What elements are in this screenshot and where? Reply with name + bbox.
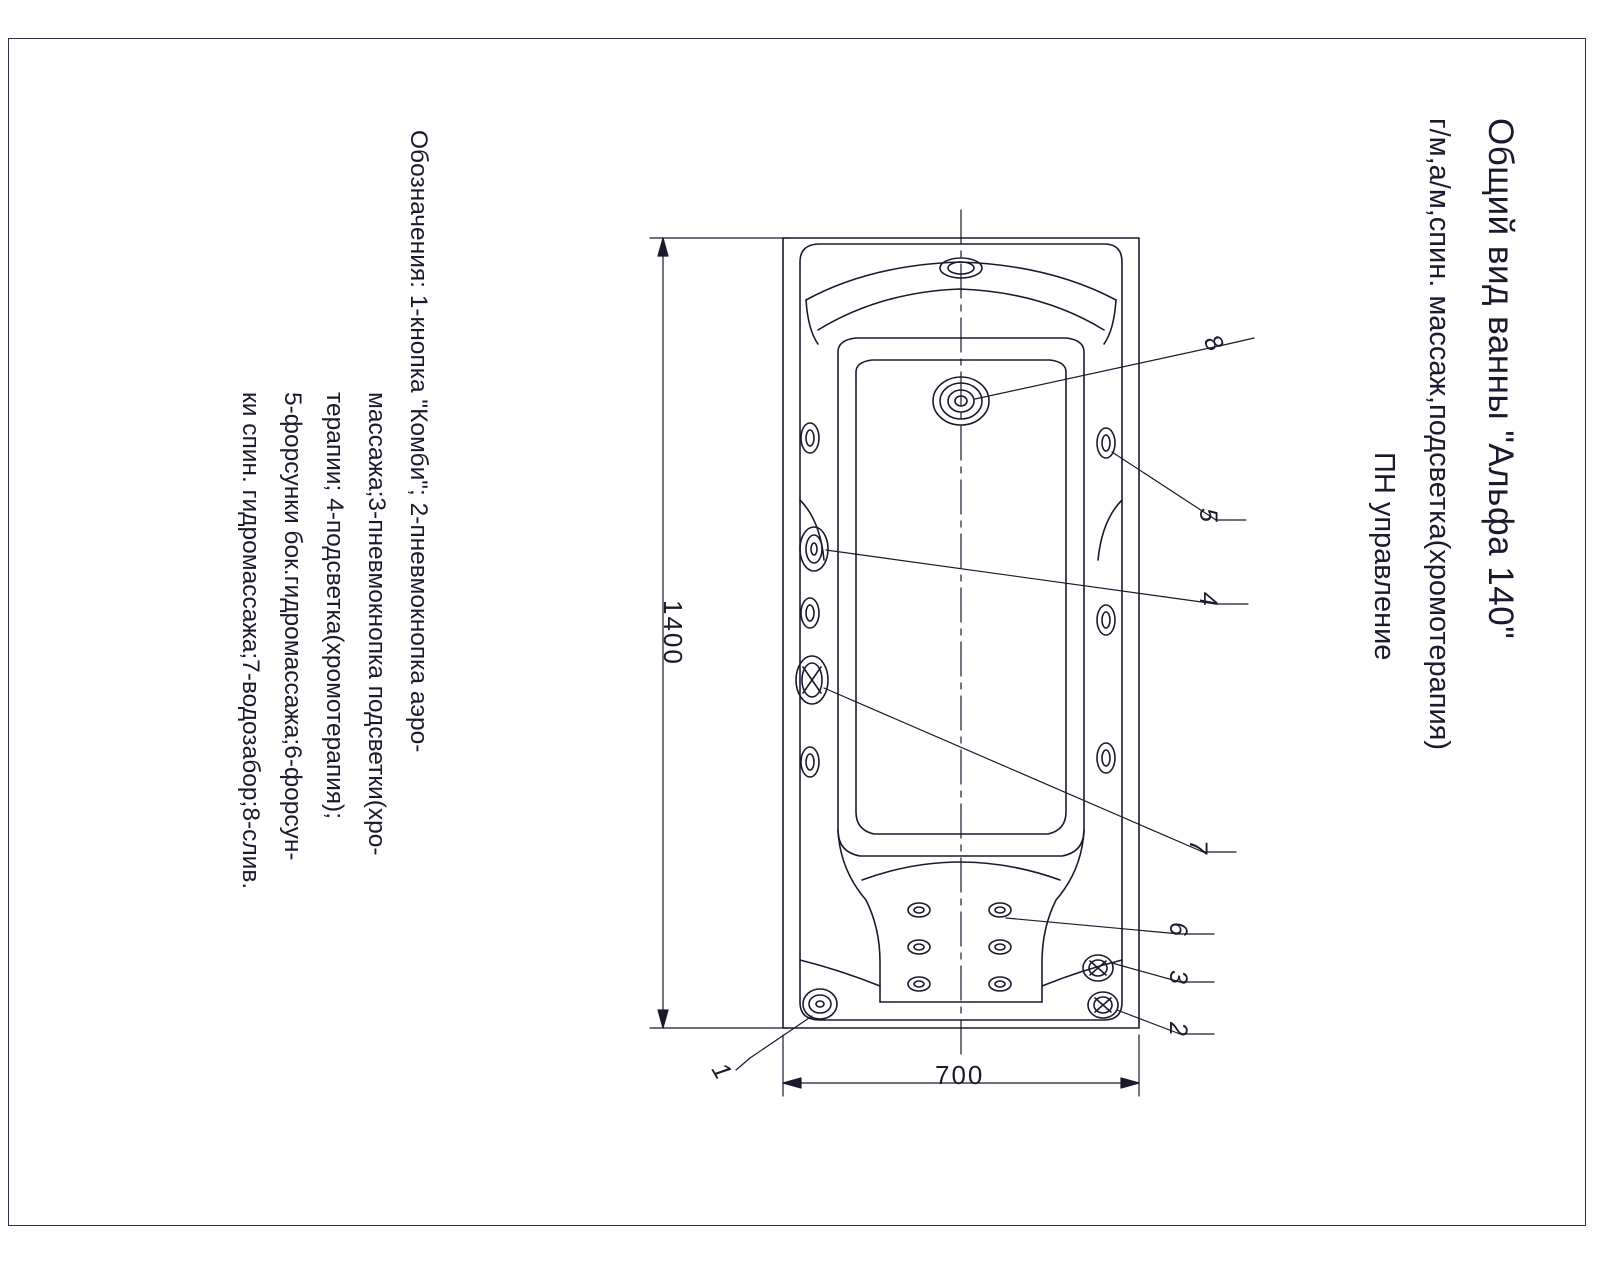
page-title: Общий вид ванны "Альфа 140" bbox=[1481, 118, 1520, 640]
pneumatic-button-air bbox=[1088, 992, 1118, 1018]
callout-7: 7 bbox=[1184, 840, 1212, 854]
legend-line-5: ки спин. гидромассажа;7-водозабор;8-слив. bbox=[237, 392, 264, 890]
callout-8: 8 bbox=[1197, 330, 1229, 357]
combi-button bbox=[803, 989, 837, 1019]
back-massage-jets bbox=[908, 903, 1011, 991]
legend-line-3: терапии; 4-подсветка(хромотерапия); bbox=[321, 392, 348, 820]
callout-1: 1 bbox=[705, 1058, 737, 1085]
pneumatic-button-light bbox=[1083, 955, 1113, 981]
page-subtitle: г/м,а/м,спин. массаж,подсветка(хромотерапия) bbox=[1423, 118, 1455, 751]
dimension-label-width: 700 bbox=[935, 1060, 985, 1090]
callout-2: 2 bbox=[1164, 1022, 1192, 1036]
legend-line-1: Обозначения: 1-кнопка "Комби"; 2-пневмокнопка аэро- bbox=[405, 130, 432, 753]
legend-line-2: массажа;3-пневмокнопка подсветки(хро- bbox=[363, 392, 390, 856]
side-jets-left bbox=[801, 423, 819, 777]
legend-line-4: 5-форсунки бок.гидромассажа;6-форсун- bbox=[279, 392, 306, 861]
chromotherapy-light bbox=[800, 527, 828, 571]
callout-6: 6 bbox=[1164, 922, 1192, 936]
callout-3: 3 bbox=[1164, 970, 1192, 984]
callout-5: 5 bbox=[1194, 508, 1222, 522]
dimension-label-length: 1400 bbox=[658, 600, 688, 666]
callout-4: 4 bbox=[1194, 592, 1222, 606]
page-subtitle-2: ПН управление bbox=[1368, 452, 1400, 661]
side-jets-right bbox=[1097, 428, 1115, 773]
